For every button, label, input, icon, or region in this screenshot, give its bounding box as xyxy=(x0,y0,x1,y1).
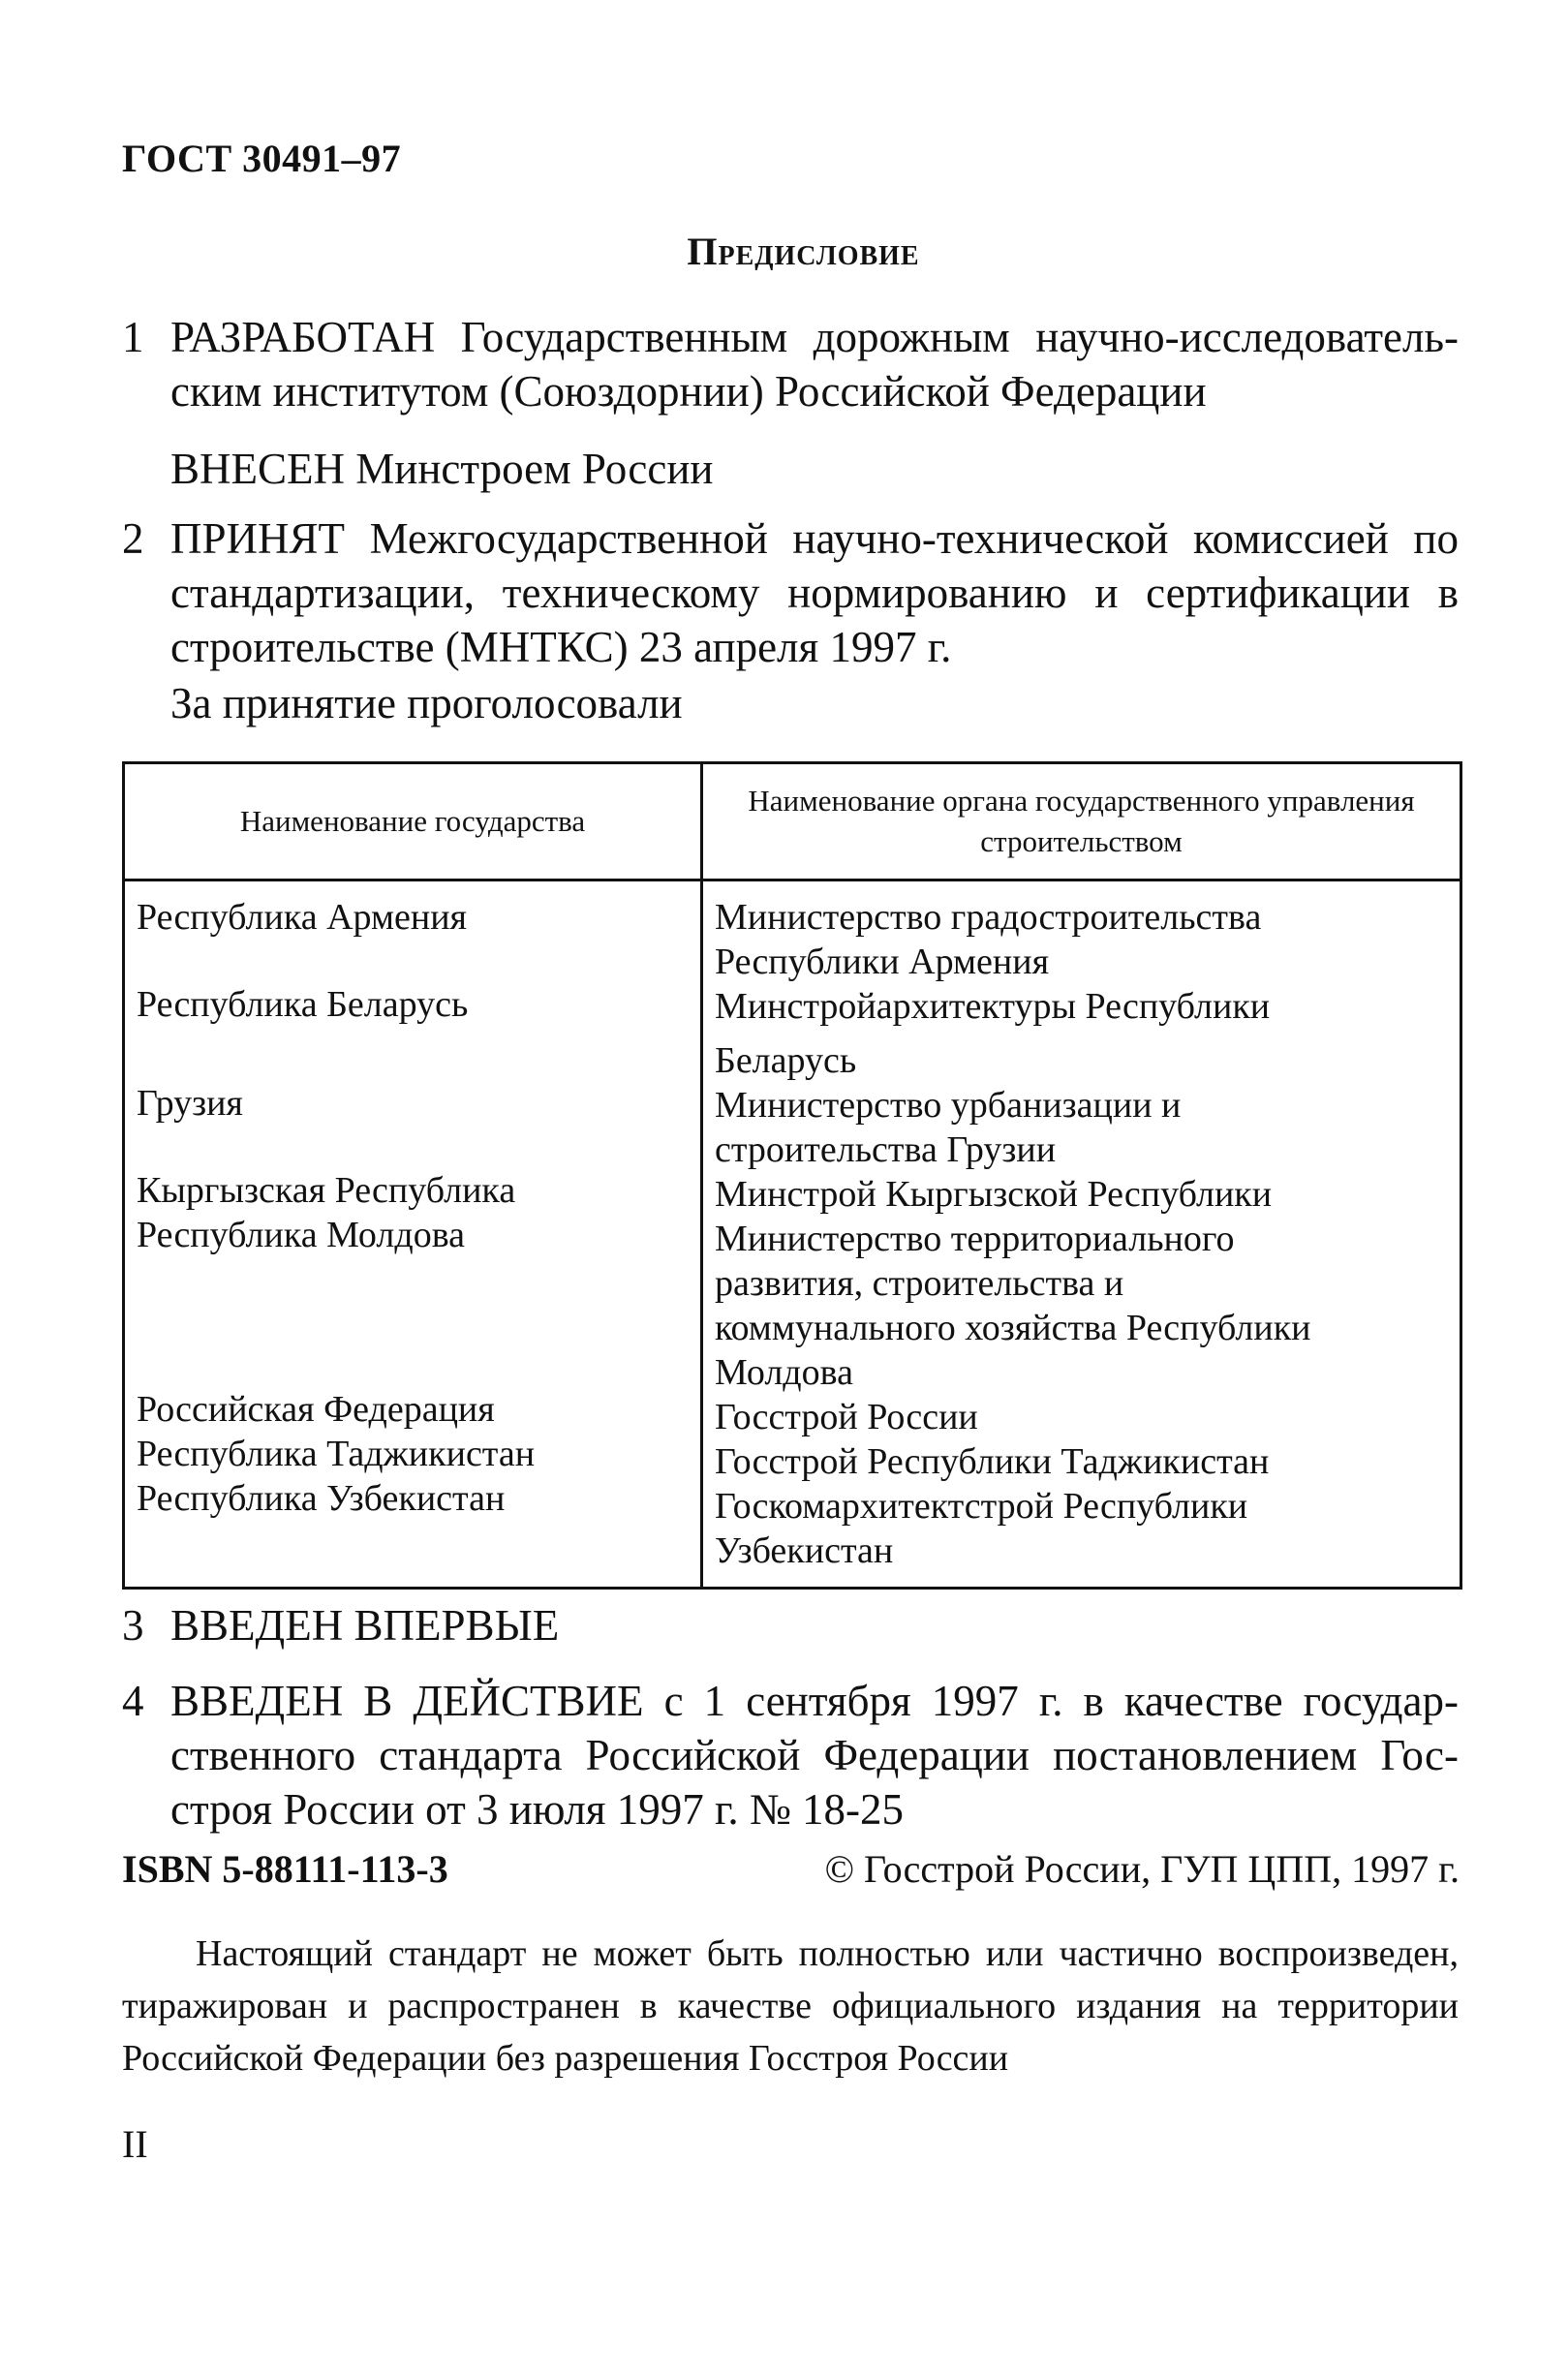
body-column xyxy=(702,880,1461,1589)
body-name: строительства Грузии xyxy=(715,1129,1057,1170)
copyright: © Госстрой России, ГУП ЦПП, 1997 г. xyxy=(824,1847,1460,1891)
item-1-text: РАЗРАБОТАН Государственным дорожным научно-исследовательским институтом (Союздорнии) Российской Федерации xyxy=(170,313,1459,416)
table-header-state: Наименование государства xyxy=(124,763,702,880)
item-4 xyxy=(122,1674,1459,1837)
item-2-number: 2 xyxy=(122,514,144,563)
body-name: Госстрой России xyxy=(715,1397,978,1437)
body-name: Министерство градостроительства xyxy=(715,897,1262,938)
table-body-row xyxy=(124,880,1461,1589)
item-1-number: 1 xyxy=(122,313,144,361)
isbn: ISBN 5-88111-113-3 xyxy=(122,1847,448,1891)
table-header-body: Наименование органа государственного управления строительством xyxy=(702,763,1461,880)
body-name: Республики Армения xyxy=(715,942,1050,982)
standard-code: ГОСТ 30491–97 xyxy=(122,137,402,180)
item-3-number: 3 xyxy=(122,1601,144,1650)
state-name: Республика Армения xyxy=(137,897,468,938)
voting-table xyxy=(122,761,1462,1590)
item-1 xyxy=(122,310,1459,418)
state-column xyxy=(124,880,702,1589)
state-name: Республика Узбекистан xyxy=(137,1478,506,1519)
body-name: коммунального хозяйства Республики xyxy=(715,1308,1311,1348)
body-name: Беларусь xyxy=(715,1040,857,1081)
body-name: развития, строительства и xyxy=(715,1263,1124,1304)
state-name: Республика Беларусь xyxy=(137,984,469,1025)
item-3 xyxy=(122,1598,1459,1652)
page-number: II xyxy=(122,2122,148,2166)
item-4-text: ВВЕДЕН В ДЕЙСТВИЕ с 1 сентября 1997 г. в качестве государственного стандарта Российской Федерации постановлением Госстроя России от 3 июля 1997 г. № 18-25 xyxy=(170,1677,1459,1834)
item-2 xyxy=(122,511,1459,674)
body-name: Госстрой Республики Таджикистан xyxy=(715,1441,1270,1482)
section-heading: Предисловие xyxy=(687,230,920,273)
table-header-row xyxy=(124,763,1461,880)
state-name: Республика Таджикистан xyxy=(137,1434,536,1474)
body-name: Минстрой Кыргызской Республики xyxy=(715,1174,1273,1215)
state-name: Российская Федерация xyxy=(137,1389,495,1430)
item-1-note: ВНЕСЕН Минстроем России xyxy=(170,445,714,493)
item-3-text: ВВЕДЕН ВПЕРВЫЕ xyxy=(170,1601,560,1650)
item-2-note: За принятие проголосовали xyxy=(170,679,683,727)
body-name: Министерство урбанизации и xyxy=(715,1085,1182,1126)
state-name: Грузия xyxy=(137,1083,243,1124)
body-name: Госкомархитектстрой Республики xyxy=(715,1486,1248,1527)
reproduction-notice: Настоящий стандарт не может быть полностью или частично воспроизведен, тиражирован и распространен в качестве официального издания на территории Российской Федерации без разрешения Госстроя России xyxy=(122,1933,1459,2079)
body-name: Министерство территориального xyxy=(715,1219,1235,1259)
item-2-text: ПРИНЯТ Межгосударственной научно-технической комиссией по стандартизации, техническому нормированию и сертификации в строительстве (МНТКС) 23 апреля 1997 г. xyxy=(170,514,1459,671)
item-4-number: 4 xyxy=(122,1677,144,1725)
body-name: Молдова xyxy=(715,1352,853,1393)
state-name: Республика Молдова xyxy=(137,1215,466,1255)
body-name: Узбекистан xyxy=(715,1530,894,1571)
body-name: Минстройархитектуры Республики xyxy=(715,986,1271,1027)
state-name: Кыргызская Республика xyxy=(137,1170,516,1211)
